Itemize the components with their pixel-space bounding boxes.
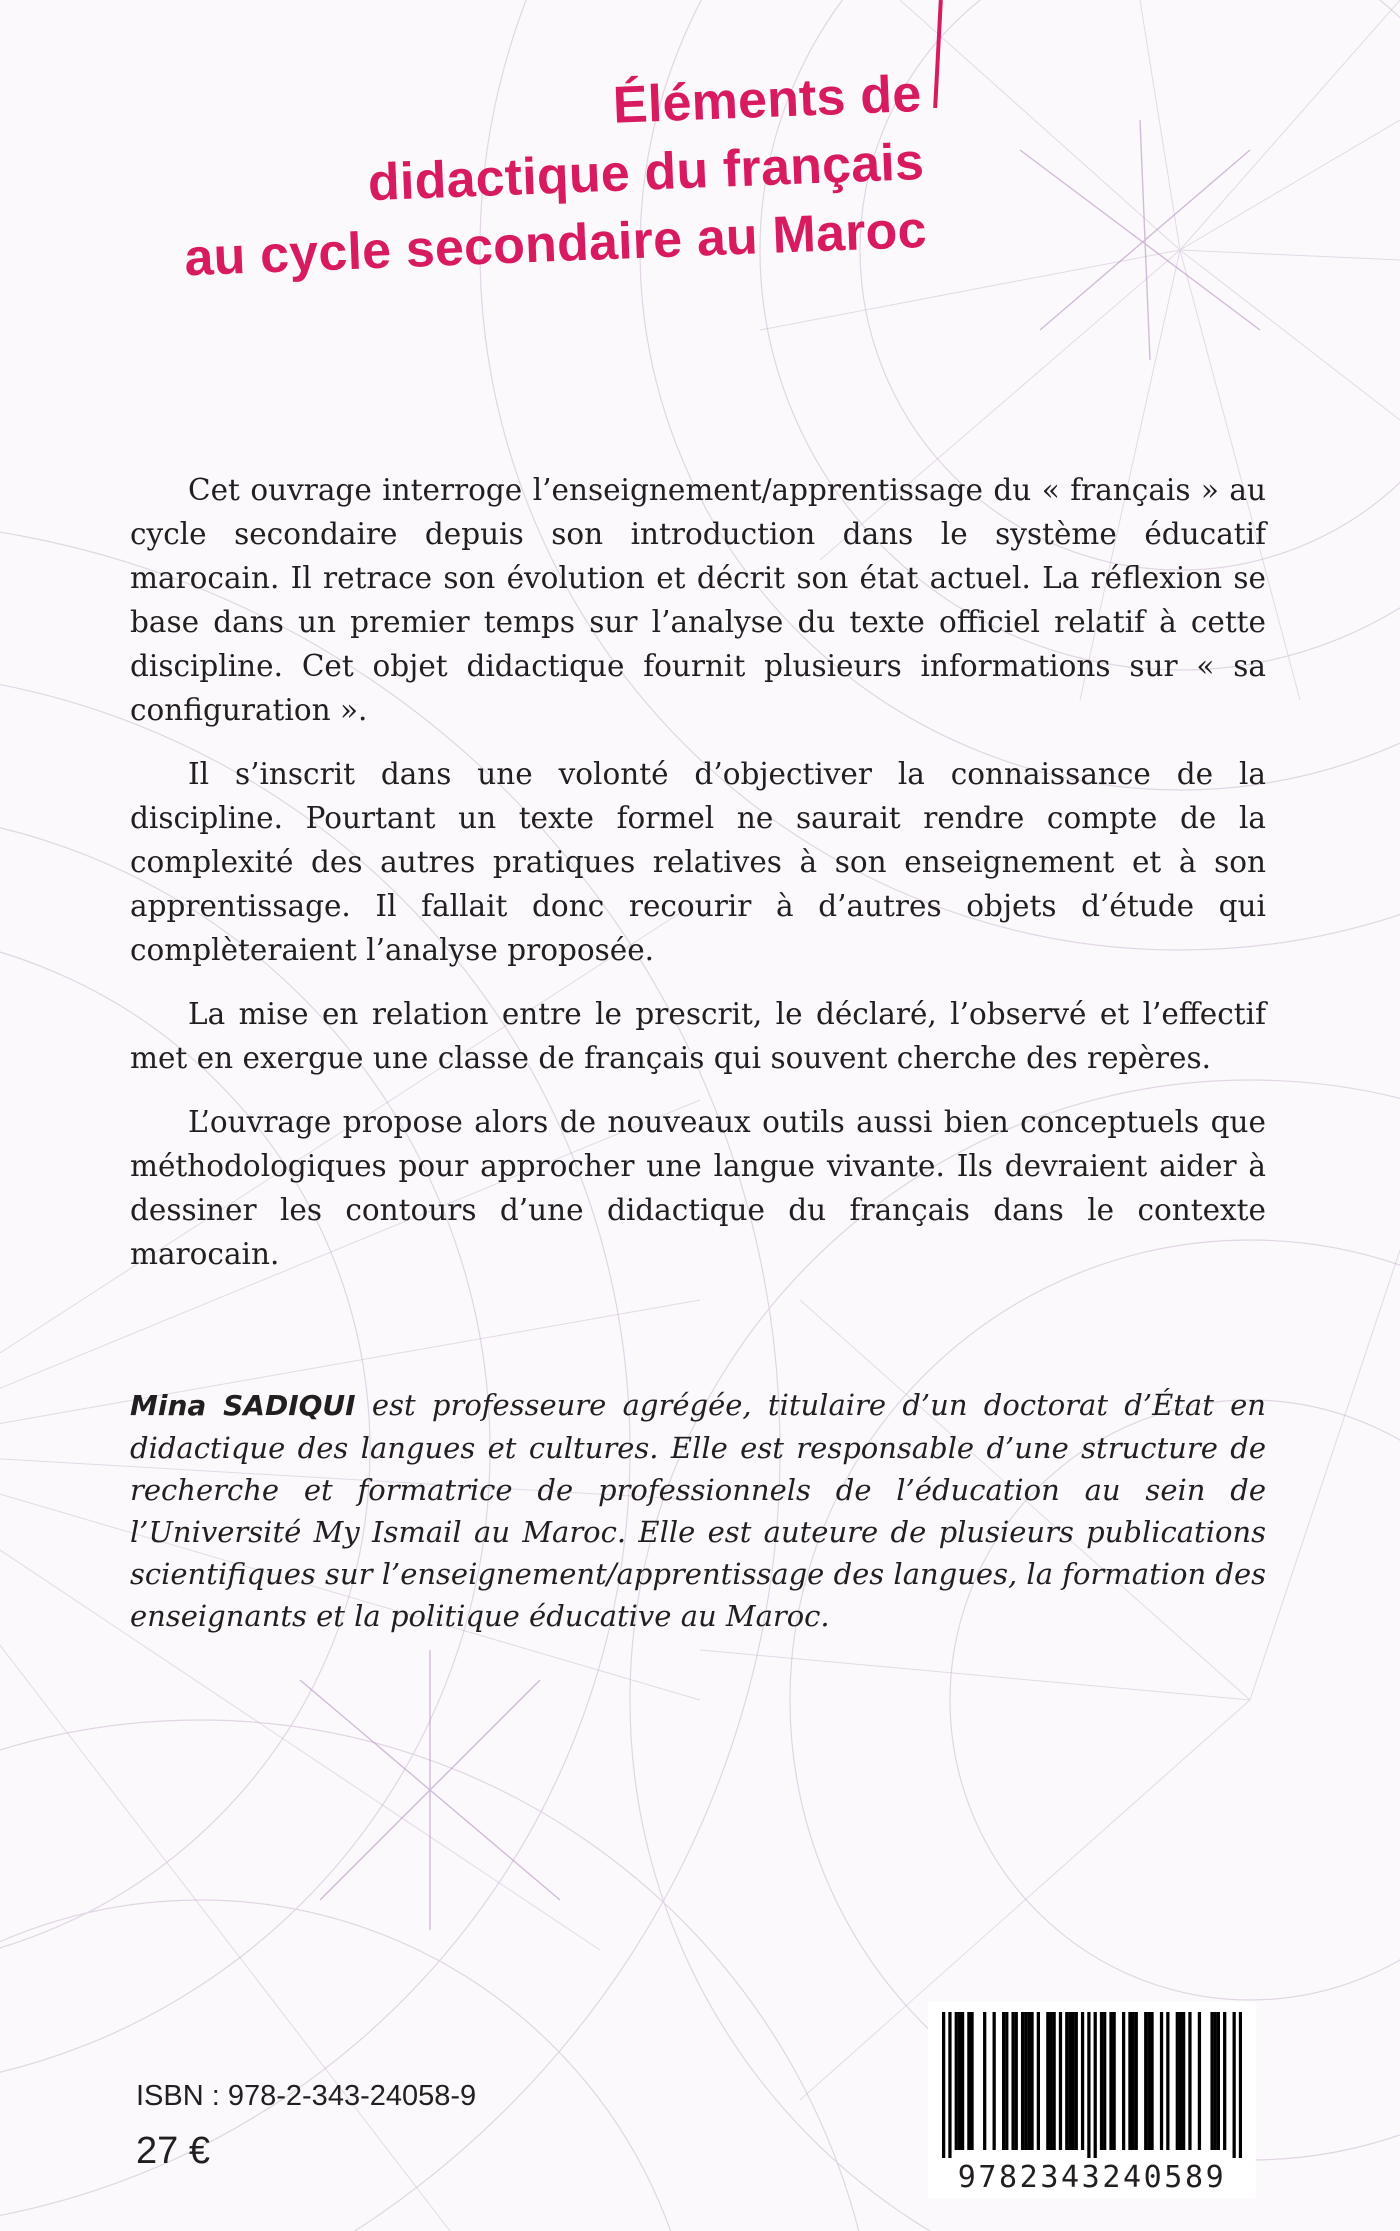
barcode-bar xyxy=(1147,2012,1150,2150)
barcode-bar xyxy=(1233,2012,1236,2158)
barcode-bar xyxy=(1005,2012,1008,2150)
barcode-bar xyxy=(1053,2012,1056,2150)
author-bio-text: est professeure agrégée, titulaire d’un doctorat d’État en didactique des langues et cultures. Elle est responsable d’une structure de recherche et formatrice de professionnels de l’éducation au sein de l’Université My Ismail au Maroc. Elle est auteure de plusieurs publications scientifiques sur l’enseignement/apprentissage des langues, la formation des enseignants et la politique éducative au Maroc. xyxy=(130,1388,1266,1633)
barcode-bar xyxy=(1002,2012,1005,2150)
author-bio xyxy=(130,1384,1266,1637)
barcode-bar xyxy=(1188,2012,1191,2150)
barcode-bar xyxy=(1131,2012,1134,2150)
summary-paragraph-2: Il s’inscrit dans une volonté d’objectiver la connaissance de la discipline. Pourtant un texte formel ne saurait rendre compte de la complexité des autres pratiques relatives à son enseignement et à son apprentissage. Il fallait donc recourir à d’autres objets d’étude qui complèteraient l’analyse proposée. xyxy=(130,757,1266,967)
barcode-bar xyxy=(1065,2012,1068,2150)
barcode-bar xyxy=(948,2012,951,2158)
barcode-bar xyxy=(1094,2012,1097,2158)
barcode-bar xyxy=(1068,2012,1071,2150)
title-line-3: au cycle secondaire au Maroc xyxy=(183,200,928,288)
barcode-bar xyxy=(1030,2012,1033,2150)
barcode-bar xyxy=(1075,2012,1078,2150)
price: 27 € xyxy=(136,2130,210,2172)
title-line-1: Éléments de xyxy=(611,64,923,135)
barcode-bar xyxy=(1113,2012,1116,2150)
barcode-bar xyxy=(1198,2012,1201,2150)
barcode-bar xyxy=(1071,2012,1074,2150)
barcode-bar xyxy=(1176,2012,1179,2150)
summary-paragraph-4: L’ouvrage propose alors de nouveaux outils aussi bien conceptuels que méthodologiques pour approcher une langue vivante. Ils devraient aider à dessiner les contours d’une didactique du français dans le contexte marocain. xyxy=(130,1105,1266,1271)
barcode-bar xyxy=(1100,2012,1103,2150)
barcode-bar xyxy=(1217,2012,1220,2150)
barcode-bar xyxy=(1027,2012,1030,2150)
barcode-bar xyxy=(1179,2012,1182,2150)
barcode-bar xyxy=(1128,2012,1131,2150)
barcode-bar xyxy=(983,2012,986,2150)
barcode-bar xyxy=(1239,2012,1242,2158)
summary-text xyxy=(130,468,1266,1296)
barcode-bar xyxy=(1150,2012,1153,2150)
barcode-bar xyxy=(1015,2012,1018,2150)
barcode-bar xyxy=(993,2012,996,2150)
book-title xyxy=(21,60,928,298)
barcode-bar xyxy=(1046,2012,1049,2150)
summary-paragraph-1: Cet ouvrage interroge l’enseignement/apprentissage du « français » au cycle secondaire depuis son introduction dans le système éducatif marocain. Il retrace son évolution et décrit son état actuel. La réflexion se base dans un premier temps sur l’analyse du texte officiel relatif à cette discipline. Cet objet didactique fournit plusieurs informations sur « sa configuration ». xyxy=(130,473,1266,727)
author-name: Mina SADIQUI xyxy=(130,1389,356,1422)
barcode-bar xyxy=(1021,2012,1024,2150)
barcode-bar xyxy=(1109,2012,1112,2150)
barcode-bar xyxy=(1081,2012,1084,2150)
barcode-bar xyxy=(955,2012,958,2150)
barcode xyxy=(928,2002,1256,2198)
barcode-bar xyxy=(1182,2012,1185,2150)
barcode-bar xyxy=(970,2012,973,2150)
barcode-bar xyxy=(1160,2012,1163,2150)
barcode-bar xyxy=(1214,2012,1217,2150)
isbn: ISBN : 978-2-343-24058-9 xyxy=(136,2080,477,2112)
barcode-bar xyxy=(1049,2012,1052,2150)
barcode-bar xyxy=(1122,2012,1125,2150)
barcode-bar xyxy=(967,2012,970,2150)
barcode-bar xyxy=(1059,2012,1062,2150)
barcode-bar xyxy=(1135,2012,1138,2150)
barcode-bar xyxy=(1037,2012,1040,2150)
barcode-bar xyxy=(942,2012,945,2158)
barcode-bar xyxy=(958,2012,961,2150)
barcode-bar xyxy=(1166,2012,1169,2150)
barcode-bar xyxy=(1087,2012,1090,2158)
barcode-bar xyxy=(1103,2012,1106,2150)
barcode-bar xyxy=(1223,2012,1226,2150)
summary-paragraph-3: La mise en relation entre le prescrit, le déclaré, l’observé et l’effectif met en exergue une classe de français qui souvent cherche des repères. xyxy=(130,997,1266,1075)
barcode-bar xyxy=(1144,2012,1147,2150)
barcode-bars xyxy=(942,2012,1242,2158)
title-line-2: didactique du français xyxy=(366,132,926,213)
barcode-bar xyxy=(1210,2012,1213,2150)
barcode-bar xyxy=(1024,2012,1027,2150)
barcode-bar xyxy=(1011,2012,1014,2150)
barcode-digits: 9782343240589 xyxy=(957,2160,1227,2195)
barcode-bar xyxy=(961,2012,964,2150)
